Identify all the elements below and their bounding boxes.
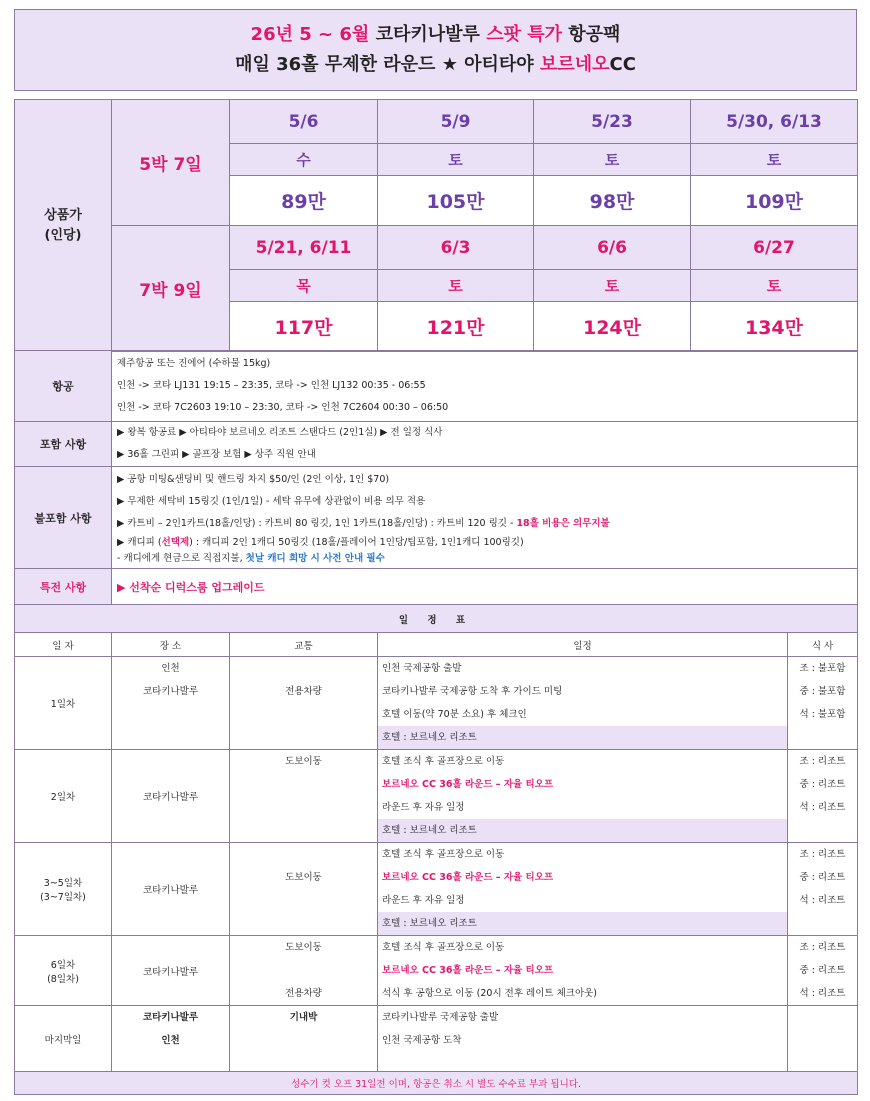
- col-header-day: 일 자: [15, 633, 112, 657]
- price-cell: 98만: [534, 176, 691, 226]
- price-cell: 134만: [691, 302, 858, 352]
- plan-cell: [378, 843, 788, 936]
- duration-5n7d: 5박 7일: [112, 100, 230, 226]
- air-label: 항공: [15, 351, 112, 422]
- price-cell: 121만: [378, 302, 534, 352]
- list-item: 호텔 : 보르네오 리조트: [378, 819, 787, 842]
- schedule-table: [14, 604, 858, 1095]
- transport-cell: 도보이동 전용차량: [230, 936, 378, 1006]
- place-cell: 코타키나발루 인천: [112, 1006, 230, 1072]
- schedule-header-row: [15, 633, 858, 657]
- day-cell: 2일차: [15, 750, 112, 843]
- perk-row: [15, 569, 858, 605]
- price-cell: 124만: [534, 302, 691, 352]
- info-table: [14, 350, 858, 605]
- date-cell: 5/9: [378, 100, 534, 144]
- list-item: 인천 국제공항 출발: [382, 663, 462, 674]
- transport-cell: 도보이동: [230, 843, 378, 936]
- table-row: [15, 843, 858, 936]
- price-label: 상품가 (인당): [15, 100, 112, 352]
- table-row: [15, 1006, 858, 1072]
- meal-cell: 조 : 리조트 중 : 리조트 석 : 리조트: [788, 750, 858, 843]
- perk-label: 특전 사항: [15, 569, 112, 605]
- transport-cell: 전용차량: [230, 657, 378, 750]
- table-row: [15, 657, 858, 750]
- weekday-cell: 토: [691, 270, 858, 302]
- list-item: 라운드 후 자유 일정: [382, 895, 465, 906]
- list-item: 석식 후 공항으로 이동 (20시 전후 레이트 체크아웃): [382, 988, 598, 999]
- meal-cell: 조 : 리조트 중 : 리조트 석 : 리조트: [788, 843, 858, 936]
- list-item: 인천 국제공항 도착: [382, 1035, 462, 1046]
- day-cell: 3~5일차 (3~7일차): [15, 843, 112, 936]
- date-cell: 6/3: [378, 226, 534, 270]
- price-table: [14, 99, 858, 352]
- plan-cell: [378, 750, 788, 843]
- list-item: 보르네오 CC 36홀 라운드 – 자율 티오프: [382, 779, 554, 790]
- meal-cell: 조 : 불포함 중 : 불포함 석 : 불포함: [788, 657, 858, 750]
- place-cell: 인천 코타키나발루: [112, 657, 230, 750]
- list-item: 호텔 조식 후 골프장으로 이동: [382, 849, 505, 860]
- title-banner: [14, 9, 857, 91]
- title-line-1: 26년 5 ~ 6월 코타키나발루 스팟 특가 항공팩: [250, 24, 621, 45]
- price-cell: 117만: [230, 302, 378, 352]
- col-header-plan: 일정: [378, 633, 788, 657]
- weekday-cell: 토: [534, 144, 691, 176]
- excluded-row: [15, 467, 858, 569]
- date-cell: 5/21, 6/11: [230, 226, 378, 270]
- date-cell: 5/6: [230, 100, 378, 144]
- list-item: 보르네오 CC 36홀 라운드 – 자율 티오프: [382, 965, 554, 976]
- included-row: [15, 422, 858, 467]
- included-content: ▶ 왕복 항공료 ▶ 아티타야 보르네오 리조트 스탠다드 (2인1실) ▶ 전 일정 식사 ▶ 36홀 그린피 ▶ 골프장 보험 ▶ 상주 직원 안내: [112, 422, 858, 467]
- place-cell: 코타키나발루: [112, 843, 230, 936]
- place-cell: 코타키나발루: [112, 936, 230, 1006]
- list-item: 호텔 이동(약 70분 소요) 후 체크인: [382, 709, 527, 720]
- schedule-title: 일 정 표: [15, 605, 858, 633]
- list-item: 보르네오 CC 36홀 라운드 – 자율 티오프: [382, 872, 554, 883]
- day-cell: 1일차: [15, 657, 112, 750]
- plan-cell: [378, 657, 788, 750]
- list-item: 코타키나발루 국제공항 도착 후 가이드 미팅: [382, 686, 563, 697]
- col-header-place: 장 소: [112, 633, 230, 657]
- list-item: 호텔 조식 후 골프장으로 이동: [382, 756, 505, 767]
- col-header-transport: 교통: [230, 633, 378, 657]
- table-row: [15, 750, 858, 843]
- footer-note: 성수기 컷 오프 31일전 이며, 항공은 취소 시 별도 수수료 부과 됩니다.: [15, 1072, 858, 1095]
- weekday-cell: 토: [378, 144, 534, 176]
- weekday-cell: 토: [534, 270, 691, 302]
- perk-content: ▶ 선착순 디럭스룸 업그레이드: [112, 569, 858, 605]
- list-item: 호텔 : 보르네오 리조트: [378, 912, 787, 935]
- meal-cell: [788, 1006, 858, 1072]
- meal-cell: 조 : 리조트 중 : 리조트 석 : 리조트: [788, 936, 858, 1006]
- date-cell: 6/27: [691, 226, 858, 270]
- title-line-2: 매일 36홀 무제한 라운드 ★ 아티타야 보르네오CC: [235, 54, 636, 75]
- transport-cell: 기내박: [230, 1006, 378, 1072]
- col-header-meal: 식 사: [788, 633, 858, 657]
- place-cell: 코타키나발루: [112, 750, 230, 843]
- list-item: 코타키나발루 국제공항 출발: [382, 1012, 499, 1023]
- day-cell: 6일차 (8일차): [15, 936, 112, 1006]
- price-cell: 105만: [378, 176, 534, 226]
- excluded-label: 불포함 사항: [15, 467, 112, 569]
- weekday-cell: 토: [691, 144, 858, 176]
- price-cell: 89만: [230, 176, 378, 226]
- weekday-cell: 수: [230, 144, 378, 176]
- list-item: 호텔 : 보르네오 리조트: [378, 726, 787, 749]
- plan-cell: [378, 1006, 788, 1072]
- day-cell: 마지막일: [15, 1006, 112, 1072]
- excluded-content: ▶ 공항 미팅&샌딩비 및 핸드링 차지 $50/인 (2인 이상, 1인 $70) ▶ 무제한 세탁비 15링깃 (1인/1일) - 세탁 유무에 상관없이 비용 의무 적용 ▶ 카트비 – 2인1카트(18홀/인당) : 카트비 80 링깃, 1인 1카트(18홀/인당) : 카트비 120 링깃 - 18홀 비용은 의무지불 ▶ 캐디피 (선택제) : 캐디피 2인 1캐디 50링깃 (18홀/플레이어 1인당/팁포함, 1인1캐디 100링깃) - 캐디에게 현금으로 직접지불, 첫날 캐디 희망 시 사전 안내 필수: [112, 467, 858, 569]
- duration-7n9d: 7박 9일: [112, 226, 230, 352]
- transport-cell: 도보이동: [230, 750, 378, 843]
- weekday-cell: 목: [230, 270, 378, 302]
- plan-cell: [378, 936, 788, 1006]
- footer-row: [15, 1072, 858, 1095]
- price-cell: 109만: [691, 176, 858, 226]
- included-label: 포함 사항: [15, 422, 112, 467]
- date-cell: 6/6: [534, 226, 691, 270]
- date-cell: 5/23: [534, 100, 691, 144]
- weekday-cell: 토: [378, 270, 534, 302]
- table-row: [15, 936, 858, 1006]
- air-row: [15, 351, 858, 422]
- list-item: 라운드 후 자유 일정: [382, 802, 465, 813]
- list-item: 호텔 조식 후 골프장으로 이동: [382, 942, 505, 953]
- air-content: 제주항공 또는 진에어 (수하물 15kg) 인천 -> 코타 LJ131 19:15 – 23:35, 코타 -> 인천 LJ132 00:35 - 06:55 인천 -> 코타 7C2603 19:10 – 23:30, 코타 -> 인천 7C2604 00:30 – 06:50: [112, 351, 858, 422]
- date-cell: 5/30, 6/13: [691, 100, 858, 144]
